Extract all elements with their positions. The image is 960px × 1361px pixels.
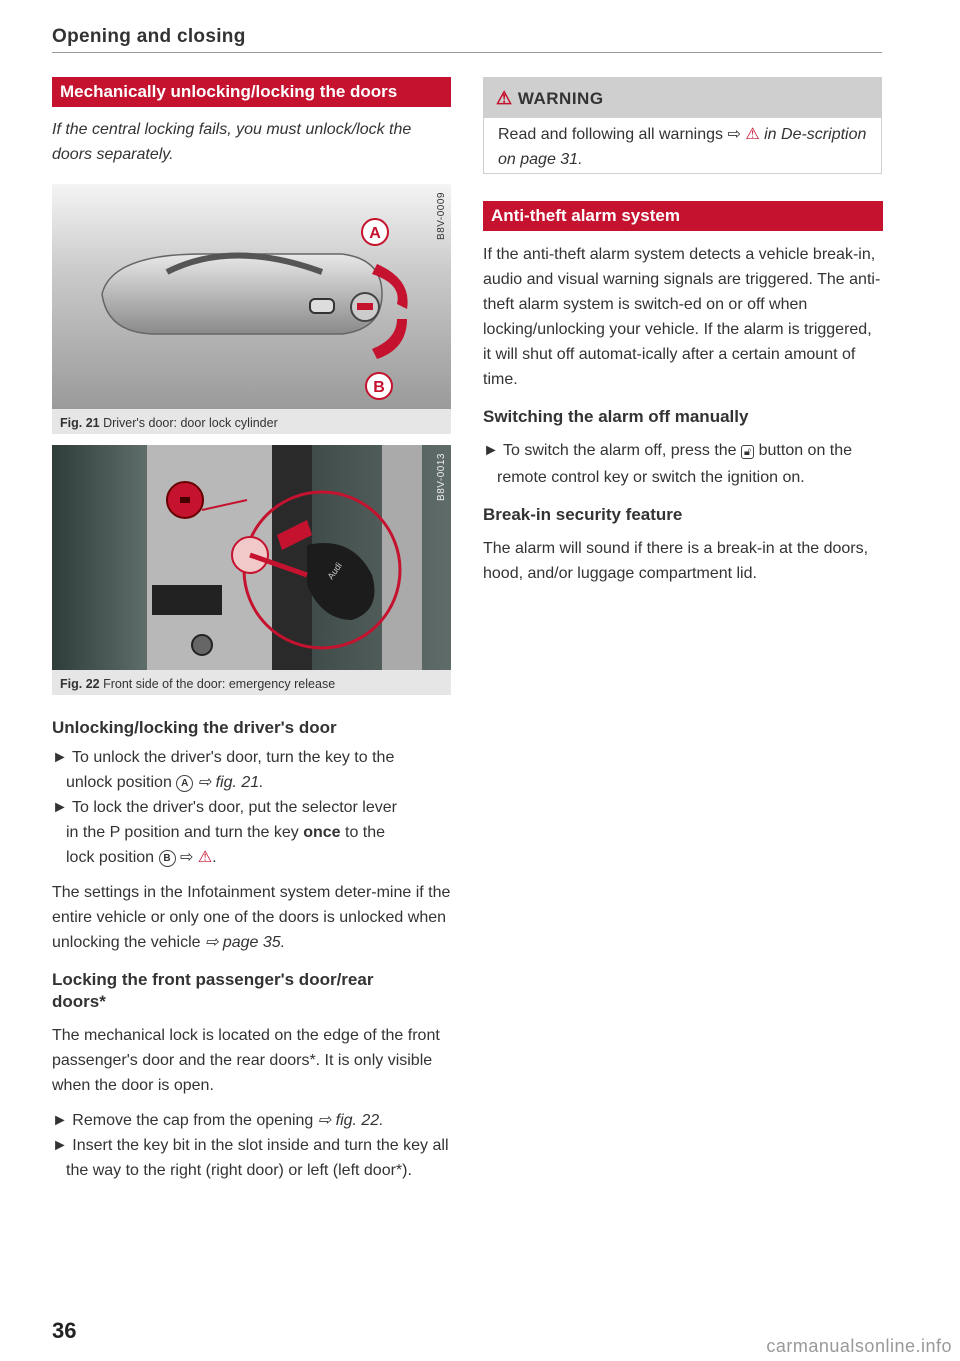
header-rule <box>52 52 882 53</box>
caption-number: Fig. 22 <box>60 677 100 691</box>
bullet-lock-line3: lock position B ⇨ ⚠. <box>66 849 217 866</box>
bullet-lock-line2 <box>52 820 451 845</box>
manual-off-text-a: ► To switch the alarm off, press the <box>483 442 737 459</box>
caption-number: Fig. 21 <box>60 416 100 430</box>
figure-21 <box>52 184 451 434</box>
watermark: carmanualsonline.info <box>766 1336 952 1356</box>
page-number: 36 <box>52 1318 77 1343</box>
remove-cap-text: ► Remove the cap from the opening <box>52 1112 314 1129</box>
heading-drivers-door: Unlocking/locking the driver's door <box>52 718 337 737</box>
warning-text-b: in De-scription on page 31. <box>498 126 867 168</box>
warning-title <box>484 78 881 118</box>
settings-paragraph <box>52 880 451 955</box>
warning-small-triangle-icon: ⚠ <box>745 126 760 143</box>
label-b-text: B <box>373 379 385 396</box>
page35-ref-link[interactable]: ⇨ page 35. <box>205 934 286 951</box>
figure-caption <box>60 677 335 691</box>
door-emergency-image <box>52 445 451 670</box>
warning-body <box>484 118 881 176</box>
fig22-ref-link[interactable]: ⇨ fig. 22. <box>317 1112 384 1129</box>
caption-text: Driver's door: door lock cylinder <box>103 416 278 430</box>
circle-a-icon: A <box>176 775 193 792</box>
figure-caption <box>60 416 278 430</box>
caption-text: Front side of the door: emergency release <box>103 677 336 691</box>
break-in-paragraph: The alarm will sound if there is a break-in at the doors, hood, and/or luggage compartment lid. <box>483 540 869 582</box>
warning-triangle-icon: ⚠ <box>496 88 513 108</box>
alarm-paragraph: If the anti-theft alarm system detects a vehicle break-in, audio and visual warning signals are triggered. The anti-theft alarm system is switch-ed on or off when locking/unlocking your vehicle. If the alarm is triggered, it will shut off automat-ically after a certain amount of time. <box>483 246 881 388</box>
warning-text-a[interactable]: Read and following all warnings ⇨ <box>498 126 741 143</box>
warning-title-text: WARNING <box>517 89 604 108</box>
warning-box <box>483 77 882 174</box>
fig21-ref-link[interactable]: ⇨ fig. 21. <box>197 774 264 791</box>
lock-text-c: to the <box>345 824 386 841</box>
unlock-position-text: unlock position <box>66 774 172 791</box>
circle-b-icon: B <box>159 850 176 867</box>
bullet-unlock-line2 <box>52 770 451 795</box>
bullet-lock-line1: ► To lock the driver's door, put the selector lever <box>52 799 397 816</box>
right-column <box>483 201 883 586</box>
figure-code: B8V-0009 <box>436 192 447 240</box>
manual-off-text-b: button on the remote control key or switch the ignition on. <box>497 442 853 486</box>
intro-text: If the central locking fails, you must unlock/lock the doors separately. <box>52 121 412 163</box>
mechanical-lock-paragraph: The mechanical lock is located on the edge of the front passenger's door and the rear doors*. It is only visible when the door is open. <box>52 1027 440 1094</box>
warning-triangle-icon: ⚠ <box>197 849 213 866</box>
heading-passenger-line2: doors* <box>52 992 106 1011</box>
lock-text-bold: once <box>303 824 341 841</box>
figure-22 <box>52 445 451 695</box>
heading-passenger-line1: Locking the front passenger's door/rear <box>52 970 374 989</box>
heading-break-in: Break-in security feature <box>483 505 683 524</box>
bullet-unlock-line1: ► To unlock the driver's door, turn the key to the <box>52 749 395 766</box>
warning-ref-arrow[interactable]: ⇨ <box>179 849 194 866</box>
unlock-button-icon: 🔓︎ <box>741 445 754 459</box>
section-title-anti-theft: Anti-theft alarm system <box>483 201 883 231</box>
key-brand-text: Audi <box>325 560 344 582</box>
section-title-mechanical: Mechanically unlocking/locking the doors <box>52 77 451 107</box>
left-column <box>52 77 451 167</box>
bullet-manual-off <box>483 438 883 490</box>
lock-position-text: lock position <box>66 849 155 866</box>
left-column-body <box>52 717 451 1183</box>
label-a-text: A <box>369 225 381 242</box>
heading-manual-off: Switching the alarm off manually <box>483 407 749 426</box>
bullet-insert-key: ► Insert the key bit in the slot inside and turn the key all the way to the right (right door) or left (left door*). <box>52 1137 449 1179</box>
figure-code: B8V-0013 <box>436 453 447 501</box>
settings-text: The settings in the Infotainment system deter-mine if the entire vehicle or only one of the doors is unlocked when unlocking the vehicle <box>52 884 451 951</box>
door-handle-image <box>52 184 451 409</box>
bullet-remove-cap <box>52 1108 451 1133</box>
page-header: Opening and closing <box>52 26 246 47</box>
lock-text-a: in the P position and turn the key <box>66 824 299 841</box>
